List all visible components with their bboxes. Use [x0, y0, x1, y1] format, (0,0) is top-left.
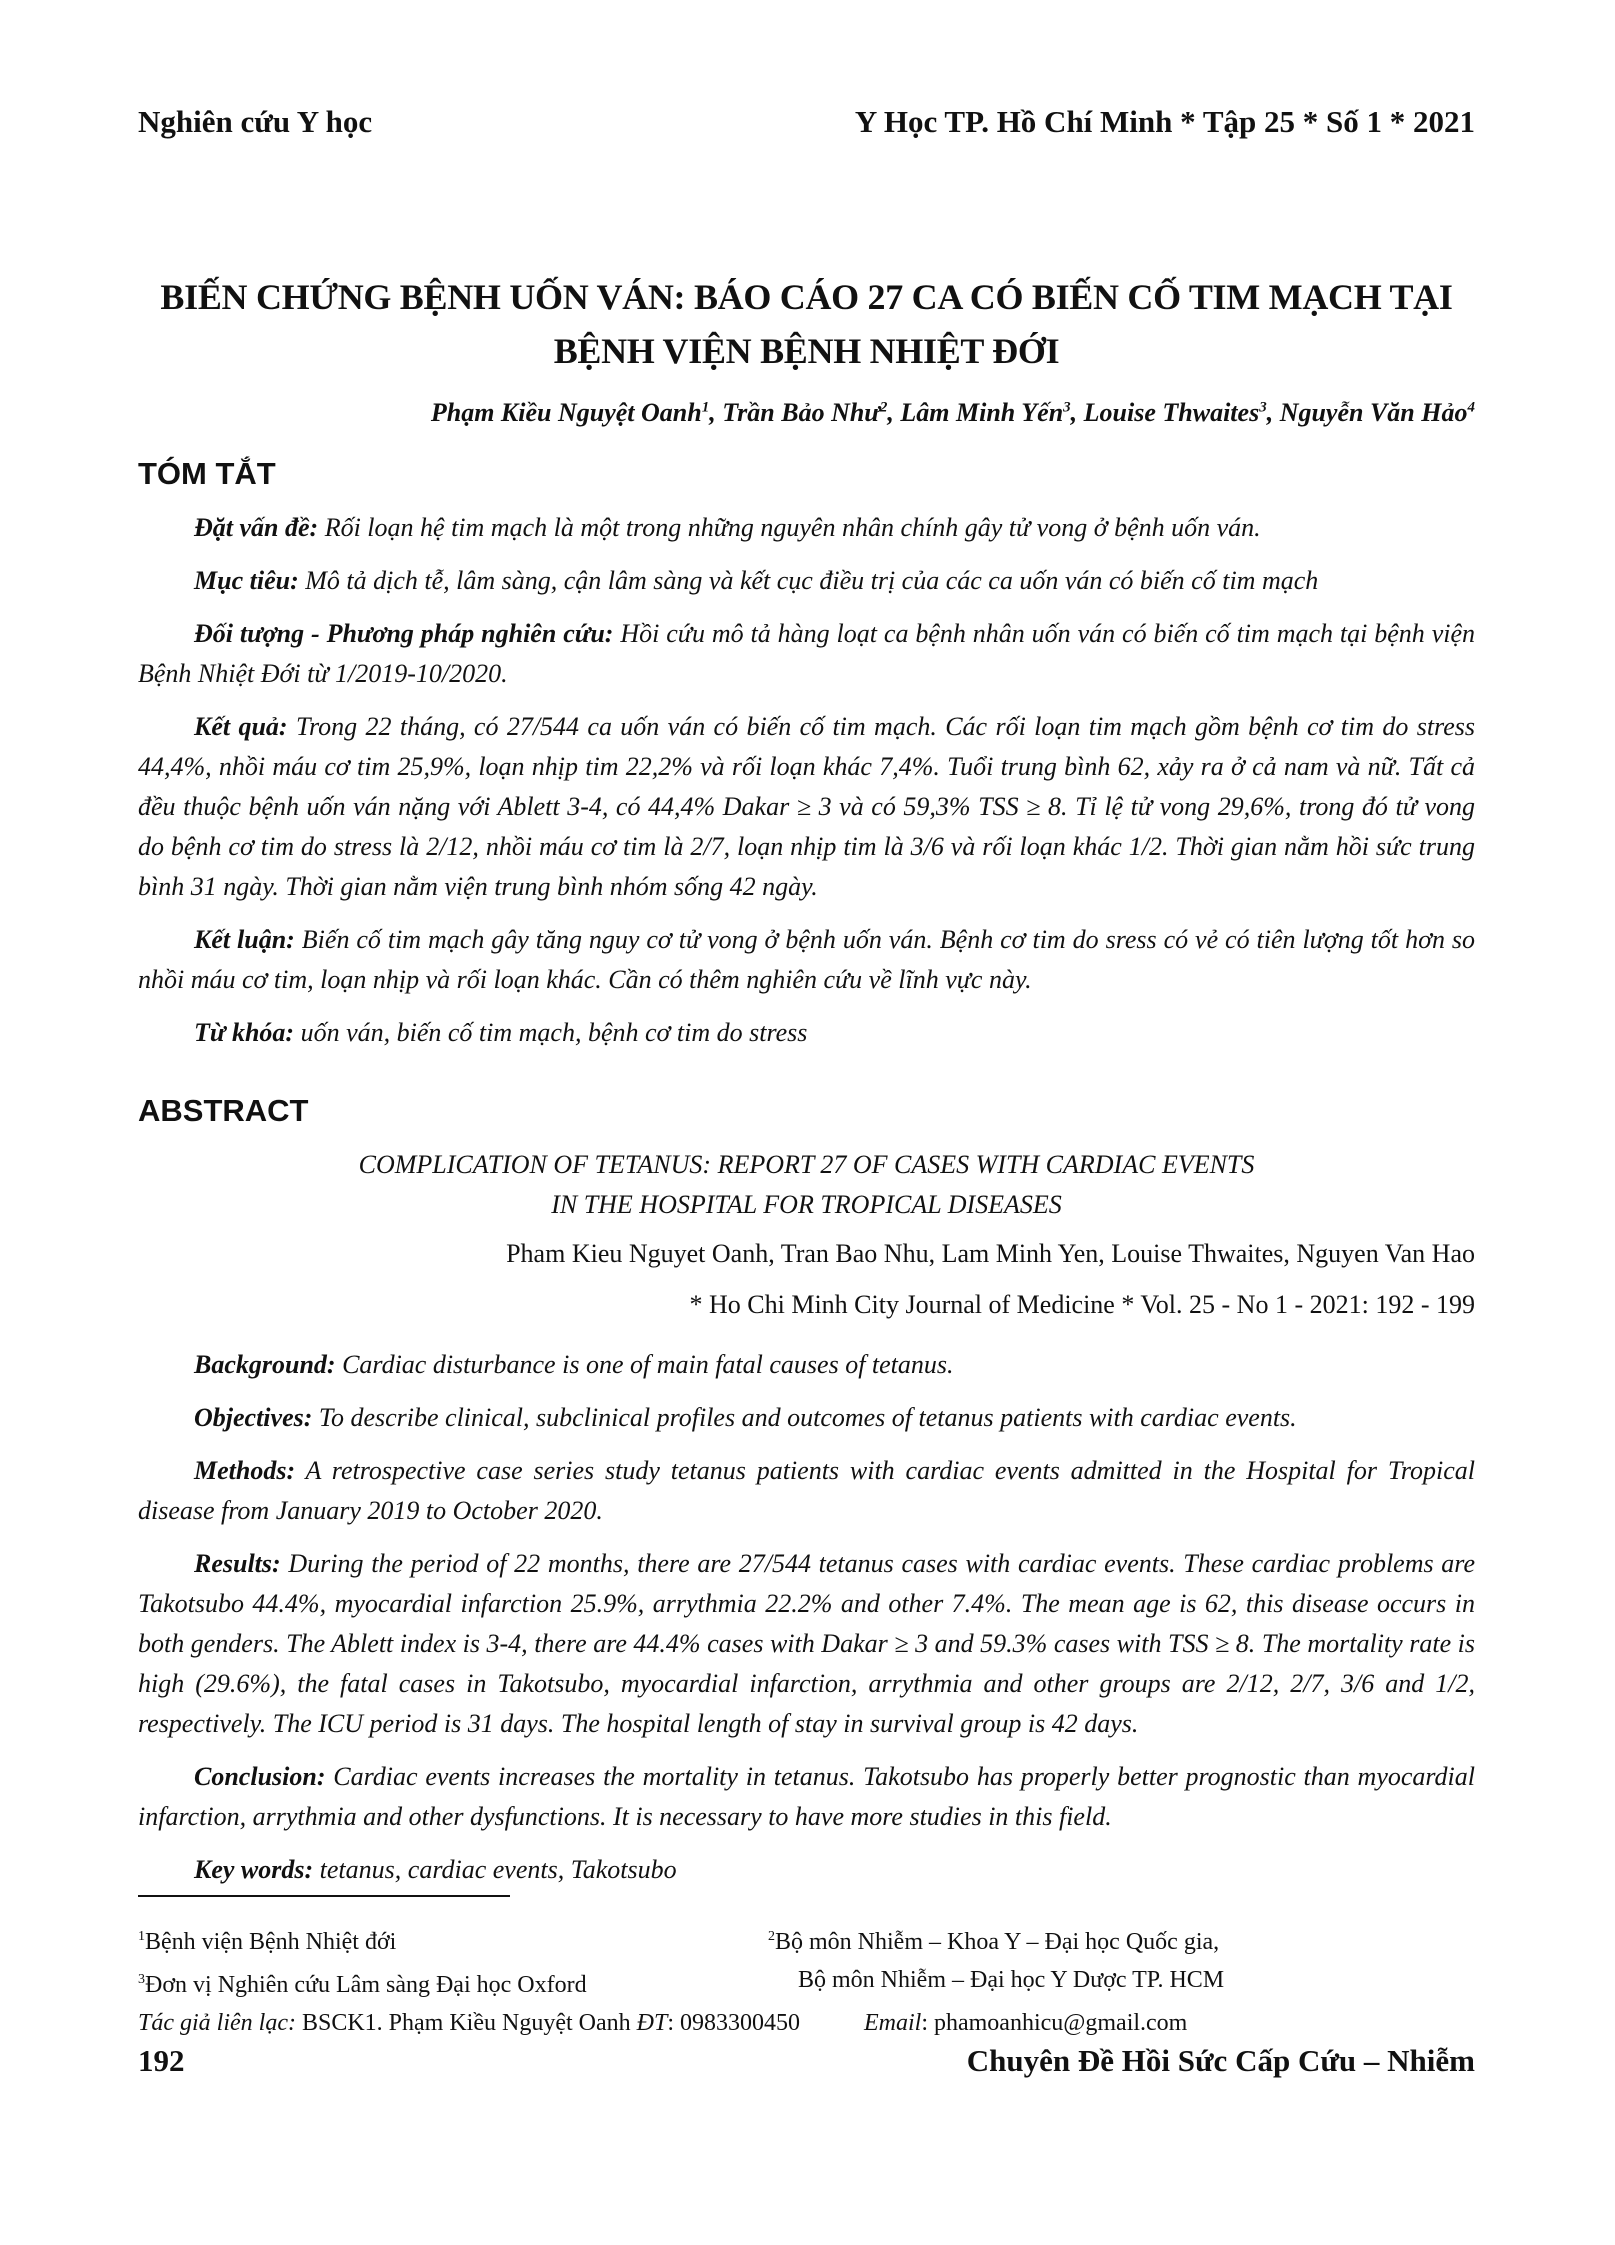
running-header: [138, 104, 1475, 140]
abstract-paragraph: [138, 1757, 1475, 1837]
paragraph-text: tetanus, cardiac events, Takotsubo: [319, 1855, 677, 1884]
english-title-line-2: IN THE HOSPITAL FOR TROPICAL DISEASES: [551, 1190, 1062, 1219]
contact-name: BSCK1. Phạm Kiều Nguyệt Oanh: [301, 2010, 631, 2036]
header-section: Nghiên cứu Y học: [138, 104, 373, 139]
phone-number: : 0983300450: [667, 2010, 800, 2036]
author-affiliation: 2: [879, 399, 888, 416]
paragraph-label: Conclusion:: [194, 1762, 326, 1791]
english-title-line-1: COMPLICATION OF TETANUS: REPORT 27 OF CASES WITH CARDIAC EVENTS: [358, 1150, 1255, 1179]
footnote-text: Bệnh viện Bệnh Nhiệt đới: [145, 1929, 397, 1955]
english-title: [138, 1145, 1475, 1225]
page-number: 192: [138, 2043, 185, 2078]
title-line-2: BỆNH VIỆN BỆNH NHIỆT ĐỚI: [553, 331, 1060, 371]
paragraph-label: Kết quả:: [194, 712, 288, 741]
author: Louise Thwaites: [1083, 398, 1260, 427]
abstract-paragraph: [138, 920, 1475, 1000]
abstract-paragraph: [138, 1013, 1475, 1053]
paragraph-text: To describe clinical, subclinical profiles and outcomes of tetanus patients with cardiac events.: [318, 1403, 1297, 1432]
author: Lâm Minh Yến: [900, 398, 1064, 427]
abstract-heading: ABSTRACT: [138, 1093, 309, 1128]
footnote-marker: 3: [138, 1972, 145, 1987]
author-affiliation: 4: [1467, 399, 1475, 416]
paragraph-text: A retrospective case series study tetanus patients with cardiac events admitted in the Hospital for Tropical disease from January 2019 to October 2020.: [138, 1456, 1475, 1525]
paragraph-text: Cardiac events increases the mortality in tetanus. Takotsubo has properly better prognostic than myocardial infarction, arrythmia and other dysfunctions. It is necessary to have more studies in this field.: [138, 1762, 1476, 1831]
tomtat-heading: TÓM TẮT: [138, 456, 276, 491]
citation: * Ho Chi Minh City Journal of Medicine * Vol. 25 - No 1 - 2021: 192 - 199: [689, 1290, 1475, 1319]
abstract-paragraph: [138, 1451, 1475, 1531]
paragraph-label: Đối tượng - Phương pháp nghiên cứu:: [194, 619, 614, 648]
paragraph-label: Results:: [194, 1549, 281, 1578]
paragraph-text: Rối loạn hệ tim mạch là một trong những nguyên nhân chính gây tử vong ở bệnh uốn ván.: [324, 513, 1261, 542]
footer-section: Chuyên Đề Hồi Sức Cấp Cứu – Nhiễm: [966, 2043, 1475, 2078]
footnote-marker: 2: [768, 1929, 775, 1944]
running-footer: [138, 2043, 1475, 2079]
email-label: Email: [863, 2010, 922, 2036]
author-list: Phạm Kiều Nguyệt Oanh$^1$, Trần Bảo Như$^2$, Lâm Minh Yến$^3$, Louise Thwaites$^3$, Nguyễn Văn Hảo$^4$: [430, 398, 1475, 427]
author-affiliation: 3: [1063, 399, 1071, 416]
abstract-paragraph: [138, 508, 1475, 548]
author: Phạm Kiều Nguyệt Oanh: [430, 398, 702, 427]
paragraph-label: Key words:: [194, 1855, 314, 1884]
abstract-paragraph: [138, 561, 1475, 601]
article-title: [138, 270, 1475, 378]
header-journal: Y Học TP. Hồ Chí Minh * Tập 25 * Số 1 * 2021: [854, 104, 1475, 139]
paragraph-text: Hồi cứu mô tả hàng loạt ca bệnh nhân uốn ván có biến cố tim mạch tại bệnh viện Bệnh Nhiệt Đới từ 1/2019-10/2020.: [138, 619, 1475, 688]
footnote-2-continued: Bộ môn Nhiễm – Đại học Y Dược TP. HCM: [798, 1967, 1225, 1993]
author-affiliation: 3: [1259, 399, 1267, 416]
abstract-paragraph: [138, 1544, 1475, 1744]
footnote-marker: 1: [138, 1929, 145, 1944]
paragraph-text: uốn ván, biến cố tim mạch, bệnh cơ tim do stress: [300, 1018, 808, 1047]
footnote-row: [138, 1918, 1475, 1961]
footnote-3: [138, 1961, 768, 2004]
email-address: : phamoanhicu@gmail.com: [921, 2010, 1188, 2036]
vietnamese-abstract: [138, 508, 1475, 1066]
paragraph-label: Mục tiêu:: [194, 566, 299, 595]
footnote-2: [768, 1918, 1219, 1961]
paragraph-label: Kết luận:: [194, 925, 295, 954]
english-abstract: [138, 1345, 1475, 1903]
paragraph-text: Mô tả dịch tễ, lâm sàng, cận lâm sàng và kết cục điều trị của các ca uốn ván có biến cố tim mạch: [305, 566, 1319, 595]
footnote-1: [138, 1918, 768, 1961]
paragraph-text: Trong 22 tháng, có 27/544 ca uốn ván có biến cố tim mạch. Các rối loạn tim mạch gồm bệnh cơ tim do stress 44,4%, nhồi máu cơ tim 25,9%, loạn nhịp tim 22,2% và rối loạn khác 7,4%. Tuổi trung bình 62, xảy ra ở cả nam và nữ. Tất cả đều thuộc bệnh uốn ván nặng với Ablett 3-4, có 44,4% Dakar ≥ 3 và có 59,3% TSS ≥ 8. Tỉ lệ tử vong 29,6%, trong đó tử vong do bệnh cơ tim do stress là 2/12, nhồi máu cơ tim là 2/7, loạn nhịp tim là 3/6 và rối loạn khác 1/2. Thời gian nằm hồi sức trung bình 31 ngày. Thời gian nằm viện trung bình nhóm sống 42 ngày.: [138, 712, 1475, 901]
footnote-row: [138, 1961, 1475, 2004]
author-affiliation: 1: [701, 399, 710, 416]
paragraph-label: Methods:: [194, 1456, 296, 1485]
paragraph-label: Objectives:: [194, 1403, 313, 1432]
footnotes: [138, 1918, 1475, 2042]
phone-label: ĐT: [636, 2010, 668, 2036]
paragraph-text: During the period of 22 months, there are 27/544 tetanus cases with cardiac events. These cardiac problems are Takotsubo 44.4%, myocardial infarction 25.9%, arrythmia 22.2% and other 7.4%. The mean age is 62, this disease occurs in both genders. The Ablett index is 3-4, there are 44.4% cases with Dakar ≥ 3 and 59.3% cases with TSS ≥ 8. The mortality rate is high (29.6%), the fatal cases in Takotsubo, myocardial infarction, arrythmia and other groups are 2/12, 2/7, 3/6 and 1/2, respectively. The ICU period is 31 days. The hospital length of stay in survival group is 42 days.: [138, 1549, 1475, 1738]
abstract-paragraph: [138, 1850, 1475, 1890]
abstract-paragraph: [138, 1345, 1475, 1385]
english-authors: Pham Kieu Nguyet Oanh, Tran Bao Nhu, Lam Minh Yen, Louise Thwaites, Nguyen Van Hao: [506, 1239, 1475, 1268]
author: Trần Bảo Như: [722, 398, 880, 427]
paragraph-text: Cardiac disturbance is one of main fatal causes of tetanus.: [342, 1350, 954, 1379]
footnote-text: Bộ môn Nhiễm – Khoa Y – Đại học Quốc gia,: [775, 1929, 1220, 1955]
paragraph-label: Đặt vấn đề:: [194, 513, 319, 542]
abstract-paragraph: [138, 1398, 1475, 1438]
paragraph-label: Từ khóa:: [194, 1018, 295, 1047]
abstract-paragraph: [138, 614, 1475, 694]
title-line-1: BIẾN CHỨNG BỆNH UỐN VÁN: BÁO CÁO 27 CA CÓ BIẾN CỐ TIM MẠCH TẠI: [160, 277, 1453, 317]
footnote-divider: [138, 1895, 510, 1897]
footnote-text: Đơn vị Nghiên cứu Lâm sàng Đại học Oxford: [145, 1972, 587, 1998]
corresponding-author: [138, 2004, 1475, 2042]
author: Nguyễn Văn Hảo: [1279, 398, 1468, 427]
paragraph-label: Background:: [194, 1350, 336, 1379]
contact-label: Tác giả liên lạc:: [138, 2010, 296, 2036]
paragraph-text: Biến cố tim mạch gây tăng nguy cơ tử vong ở bệnh uốn ván. Bệnh cơ tim do sress có vẻ có tiên lượng tốt hơn so nhồi máu cơ tim, loạn nhịp và rối loạn khác. Cần có thêm nghiên cứu về lĩnh vực này.: [138, 925, 1475, 994]
abstract-paragraph: [138, 707, 1475, 907]
